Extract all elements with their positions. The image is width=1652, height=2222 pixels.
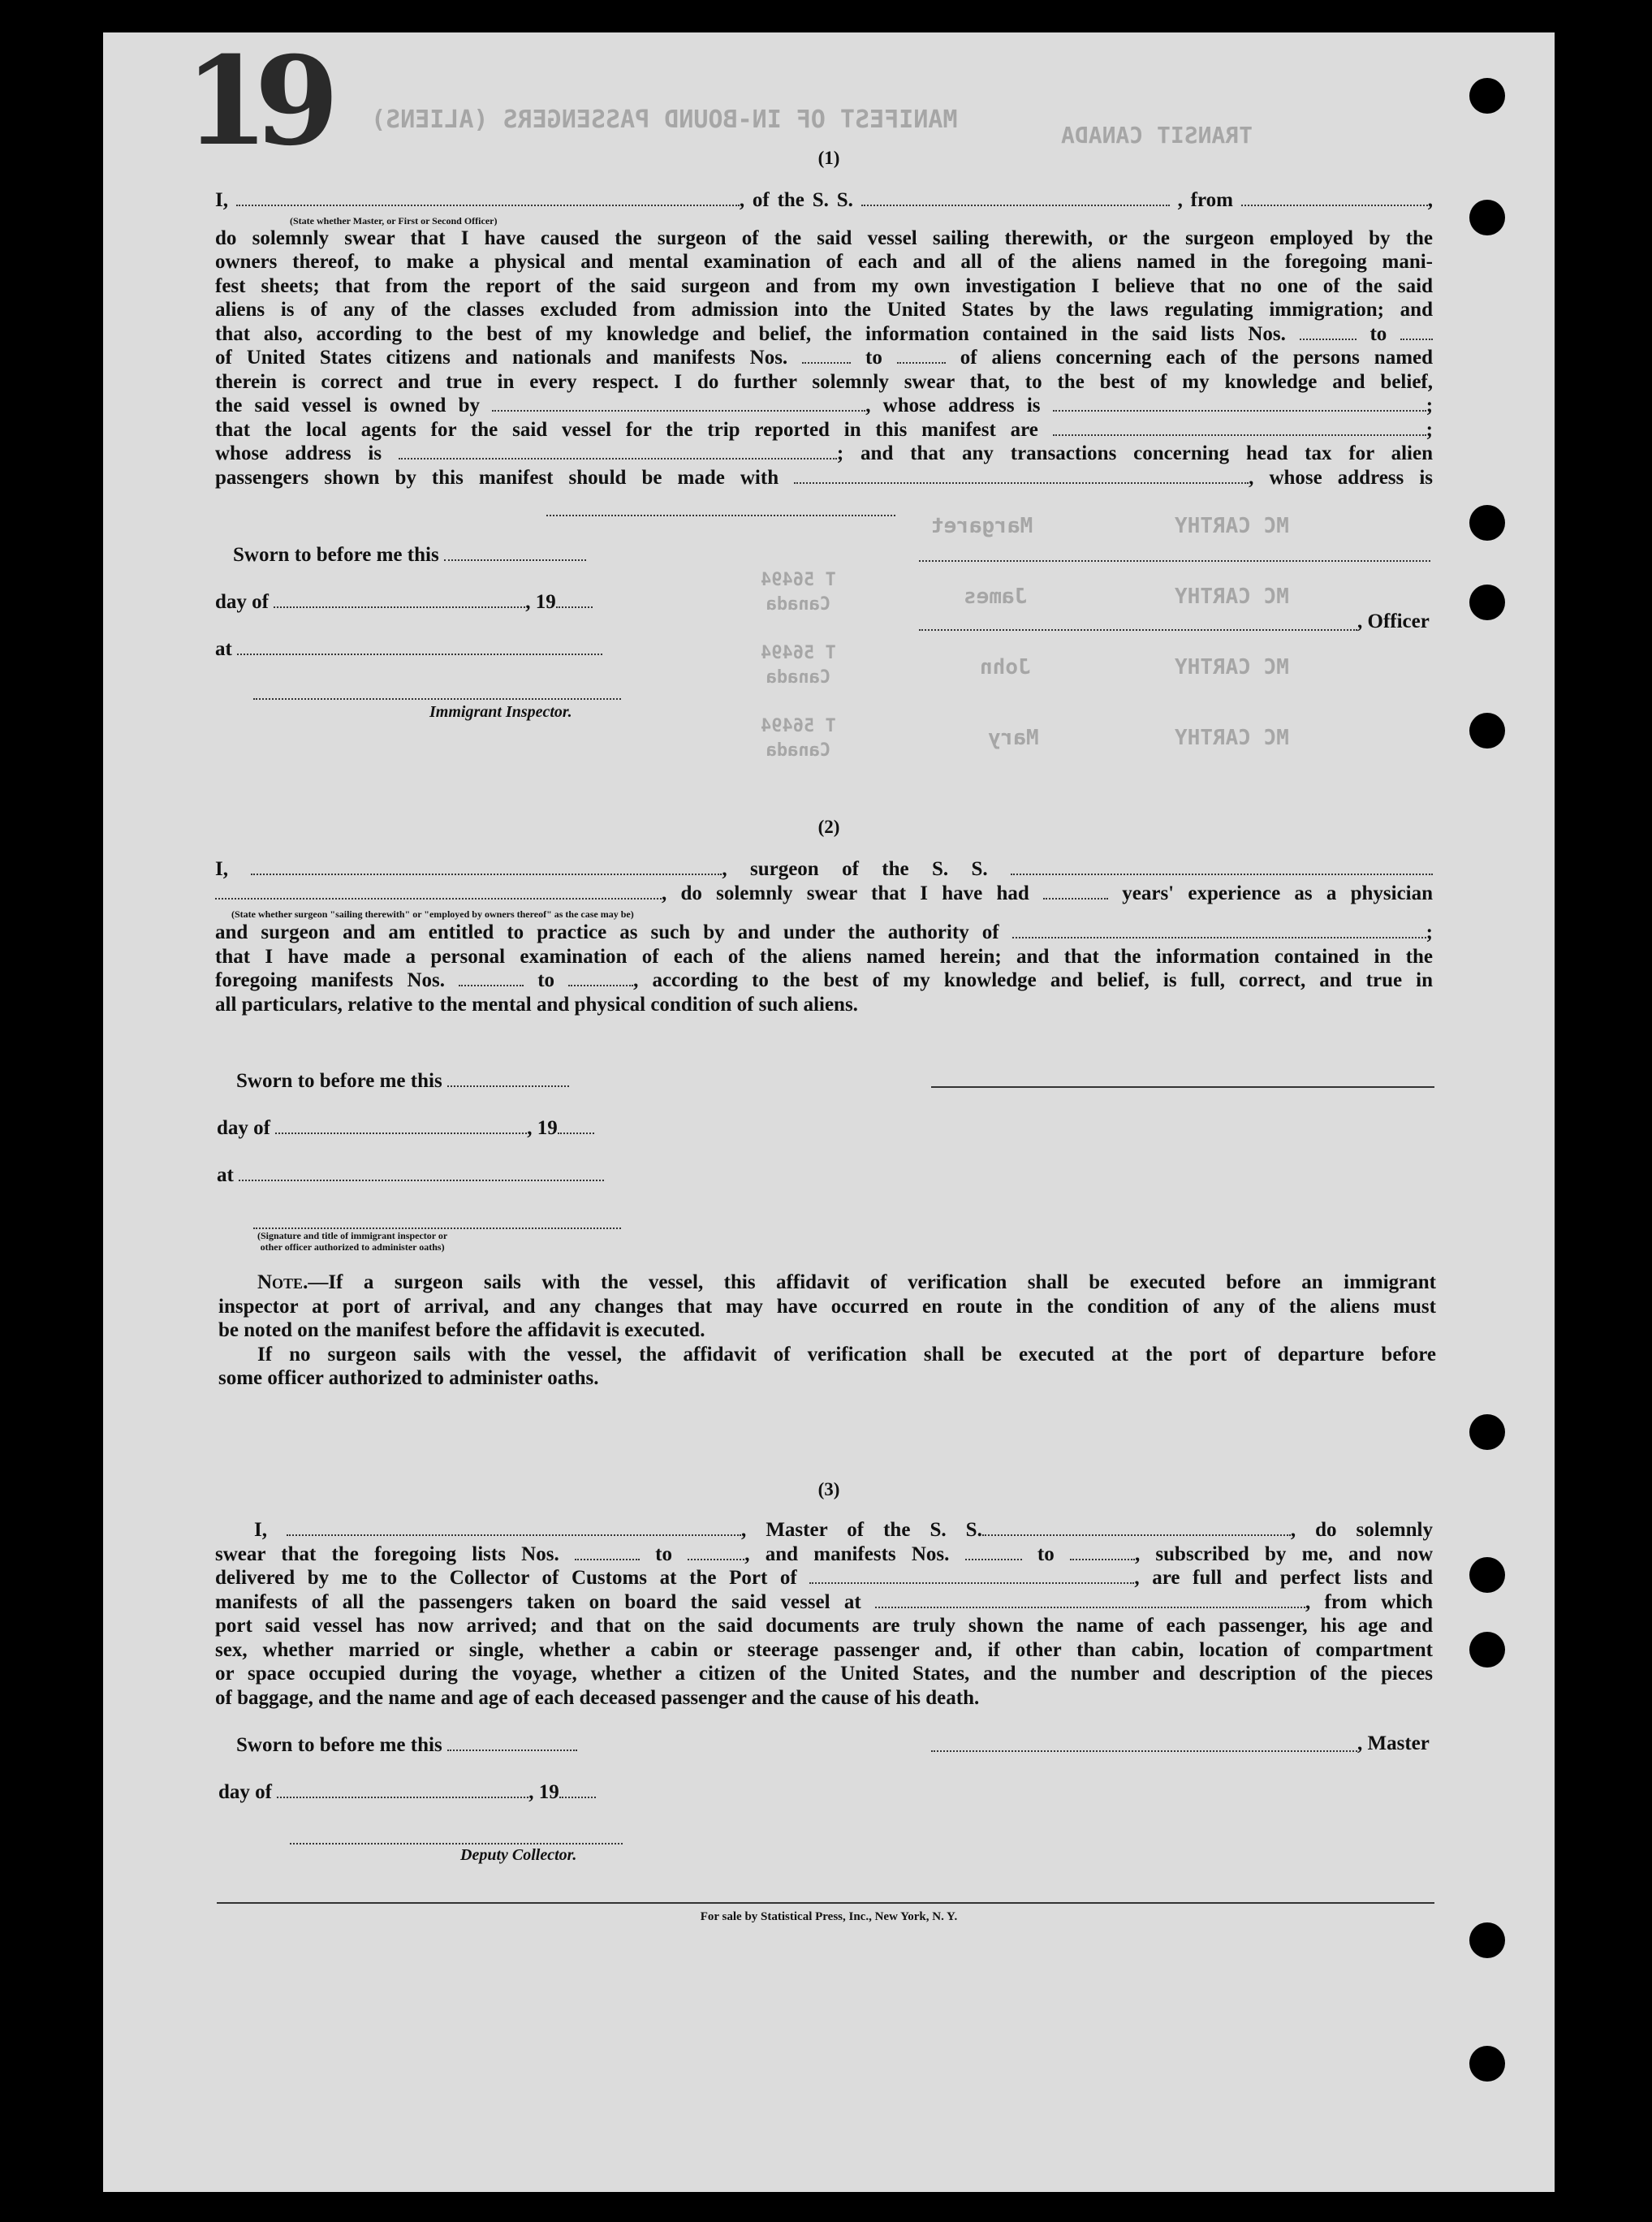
lists-to-field[interactable] xyxy=(1400,324,1433,340)
manifests-from-field-3[interactable] xyxy=(965,1544,1022,1560)
at-label-2: at xyxy=(217,1164,604,1187)
bleed-through-surname: MC CARTHY xyxy=(1175,585,1289,609)
section-3-number: (3) xyxy=(817,1479,840,1499)
master-name-field-3[interactable] xyxy=(287,1520,741,1536)
departure-port-field[interactable] xyxy=(875,1592,1305,1608)
verifier-signature-line[interactable] xyxy=(253,1226,621,1229)
customs-port-field[interactable] xyxy=(809,1568,1134,1584)
day-of-label-1: day of , 19 xyxy=(215,591,593,614)
section-3-oath: I, , Master of the S. S. , do solemnly swear that the foregoing lists Nos. to , and manifests Nos. to , subscribed by me, and now delivered by me to the Collector of Customs at the Port of , are full and perfect lists and manifests of all the passengers taken on board the said vessel at , from which port said vessel has now arrived; and that on the said documents are truly shown the name of each passenger, his age and sex, whether married or single, whether a cabin or steerage passenger and, if other than cabin, location of compartment or space occupied during the voyage, whether a citizen of the United States, and the number and description of the pieces of baggage, and the name and age of each deceased passenger and the cause of his death. xyxy=(215,1519,1434,1709)
sworn-date-field-1[interactable] xyxy=(444,545,586,561)
bleed-through-code: T 56494 Canada xyxy=(761,716,836,761)
surgeon-name-field[interactable] xyxy=(251,859,722,875)
month-field-2[interactable] xyxy=(275,1118,527,1134)
authority-field[interactable] xyxy=(1012,922,1426,938)
owner-address-field[interactable] xyxy=(1053,395,1426,412)
surgeon-manifests-from[interactable] xyxy=(459,970,524,986)
bleed-through-surname: MC CARTHY xyxy=(1175,655,1289,680)
master-name-field[interactable] xyxy=(236,190,740,206)
month-field-3[interactable] xyxy=(277,1782,528,1798)
bleed-through-code: T 56494 Canada xyxy=(761,570,836,615)
bleed-through-header: TRANSIT CANADA xyxy=(1061,122,1253,149)
punch-hole xyxy=(1469,1632,1505,1668)
year-field-3[interactable] xyxy=(559,1782,596,1798)
year-field-1[interactable] xyxy=(556,592,593,608)
punch-hole xyxy=(1469,505,1505,541)
local-agents-field[interactable] xyxy=(1053,420,1426,436)
master-caption: (State whether Master, or First or Second Officer) xyxy=(290,214,498,227)
punch-hole xyxy=(1469,1557,1505,1593)
vessel-name-field[interactable] xyxy=(861,190,1170,206)
punch-hole xyxy=(1469,78,1505,114)
surgeon-manifests-to[interactable] xyxy=(568,970,633,986)
vessel-name-field-3[interactable] xyxy=(982,1520,1291,1536)
punch-hole xyxy=(1469,1922,1505,1958)
verification-note: Note.—If a surgeon sails with the vessel, this affidavit of verification shall be executed before an immigrant inspector at port of arrival, and any changes that may have occurred en route in the condition of any of the aliens must be noted on the manifest before the affidavit is executed. If no surgeon sails with the vessel, the affidavit of verification shall be executed at the port of departure before some officer authorized to administer oaths. xyxy=(218,1271,1436,1389)
inspector-label: Immigrant Inspector. xyxy=(429,703,572,721)
continuation-line[interactable] xyxy=(546,513,895,516)
sworn-label-2: Sworn to before me this xyxy=(236,1070,569,1093)
day-of-label-3: day of , 19 xyxy=(218,1781,596,1804)
place-field-2[interactable] xyxy=(239,1165,604,1181)
lists-to-field-3[interactable] xyxy=(688,1544,744,1560)
day-of-label-2: day of , 19 xyxy=(217,1117,594,1140)
surgeon-caption: (State whether surgeon "sailing therewith" or "employed by owners thereof" as the case may be) xyxy=(231,908,634,920)
sworn-date-field-3[interactable] xyxy=(447,1735,577,1751)
lists-from-field[interactable] xyxy=(1300,324,1357,340)
manifest-page xyxy=(103,32,1555,2192)
month-field-1[interactable] xyxy=(274,592,525,608)
surgeon-vessel-field[interactable] xyxy=(1011,859,1433,875)
manifests-from-field[interactable] xyxy=(802,347,851,364)
place-field-1[interactable] xyxy=(237,639,602,655)
at-label-1: at xyxy=(215,638,602,661)
sworn-date-field-2[interactable] xyxy=(447,1071,569,1087)
bleed-through-given: John xyxy=(980,655,1031,680)
owner-field[interactable] xyxy=(492,395,865,412)
collector-label: Deputy Collector. xyxy=(460,1846,577,1864)
verifier-caption: (Signature and title of immigrant inspector or other officer authorized to administer oaths) xyxy=(257,1230,448,1253)
punch-hole xyxy=(1469,713,1505,749)
officer-label: , Officer xyxy=(1357,611,1430,632)
punch-hole xyxy=(1469,1414,1505,1450)
collector-signature-line[interactable] xyxy=(290,1841,623,1844)
master-label: , Master xyxy=(1357,1732,1430,1754)
years-experience-field[interactable] xyxy=(1043,883,1108,900)
surgeon-signature-line[interactable] xyxy=(931,1085,1434,1088)
page-stamp-number: 19 xyxy=(184,30,325,173)
bleed-through-given: James xyxy=(964,585,1028,609)
punch-hole xyxy=(1469,200,1505,235)
footer-rule xyxy=(217,1902,1434,1904)
section-1-oath: I, , of the S. S. , from , (State whether Master, or First or Second Officer) do solemnly swear that I have caused the surgeon of the said vessel sailing therewith, or the surgeon employed by the owners thereof, to make a physical and mental examination of each and all of the aliens named in the foregoing mani- fest sheets; that from the report of the said surgeon and from my own investigation I believe that no one of the said aliens is of any of the classes excluded from admission into the United States by the laws regulating immigration; and that also, according to the best of my knowledge and belief, the information contained in the said lists Nos. to of United States citizens and nationals and manifests Nos. to of aliens concerning each of the persons named therein is correct and true in every respect. I do further solemnly swear that, to the best of my knowledge and belief, the said vessel is owned by , whose address is ; that the local agents for the said vessel for the trip reported in this manifest are ; whose address is ; and that any transactions concerning head tax for alien passengers shown by this manifest should be made with , whose address is xyxy=(215,189,1434,489)
inspector-signature-line[interactable] xyxy=(253,697,621,700)
manifests-to-field-3[interactable] xyxy=(1070,1544,1135,1560)
head-tax-field[interactable] xyxy=(794,468,1249,484)
sworn-label-1: Sworn to before me this xyxy=(233,544,586,567)
sworn-label-3: Sworn to before me this xyxy=(236,1734,577,1757)
bleed-through-given: Margaret xyxy=(931,514,1033,538)
bleed-through-code: T 56494 Canada xyxy=(761,643,836,688)
master-signature-line[interactable] xyxy=(931,1749,1357,1752)
bleed-through-given: Mary xyxy=(988,726,1039,750)
agents-address-field[interactable] xyxy=(399,443,837,460)
surgeon-status-field[interactable] xyxy=(215,883,662,900)
section-2-oath: I, , surgeon of the S. S. , do solemnly swear that I have had years' experience as a physician (State whether surgeon "sailing therewith" or "employed by owners thereof" as the case may be) and surgeon and am entitled to practice as such by and under the authority of ; that I have made a personal examination of each of the aliens named herein; and that the information contained in the foregoing manifests Nos. to , according to the best of my knowledge and belief, is full, correct, and true in all particulars, relative to the mental and physical condition of such aliens. xyxy=(215,858,1434,1016)
bleed-through-surname: MC CARTHY xyxy=(1175,514,1289,538)
from-port-field[interactable] xyxy=(1241,190,1428,206)
year-field-2[interactable] xyxy=(558,1118,594,1134)
punch-hole xyxy=(1469,585,1505,620)
officer-signature-line[interactable] xyxy=(919,628,1357,631)
section-1-number: (1) xyxy=(817,148,840,168)
bleed-through-surname: MC CARTHY xyxy=(1175,726,1289,750)
section-2-number: (2) xyxy=(817,817,840,837)
punch-hole xyxy=(1469,2046,1505,2082)
lists-from-field-3[interactable] xyxy=(575,1544,640,1560)
bleed-through-title: MANIFEST OF IN-BOUND PASSENGERS (ALIENS) xyxy=(371,106,958,134)
officer-name-line[interactable] xyxy=(919,559,1430,562)
printer-footer: For sale by Statistical Press, Inc., New York, N. Y. xyxy=(700,1910,958,1923)
manifests-to-field[interactable] xyxy=(897,347,946,364)
